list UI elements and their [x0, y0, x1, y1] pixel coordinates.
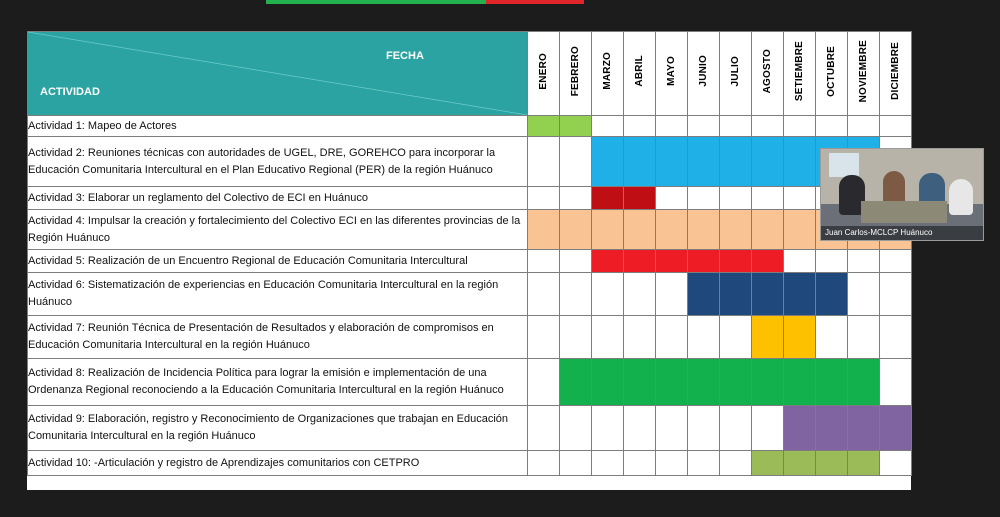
gantt-bar-cell [624, 137, 656, 187]
gantt-bar-cell [688, 250, 720, 273]
video-person [949, 179, 973, 215]
gantt-empty-cell [880, 316, 912, 359]
gantt-bar-cell [752, 137, 784, 187]
gantt-empty-cell [592, 451, 624, 476]
gantt-bar-cell [688, 359, 720, 406]
gantt-bar-cell [816, 406, 848, 451]
gantt-empty-cell [528, 359, 560, 406]
gantt-empty-cell [624, 273, 656, 316]
video-window [829, 153, 859, 177]
activity-row [28, 116, 912, 137]
gantt-empty-cell [528, 273, 560, 316]
gantt-empty-cell [720, 116, 752, 137]
gantt-bar-cell [688, 210, 720, 250]
gantt-empty-cell [784, 116, 816, 137]
gantt-bar-cell [688, 273, 720, 316]
gantt-empty-cell [592, 406, 624, 451]
activity-row [28, 187, 912, 210]
gantt-bar-cell [784, 137, 816, 187]
gantt-bar-cell [720, 137, 752, 187]
gantt-empty-cell [560, 316, 592, 359]
gantt-empty-cell [624, 451, 656, 476]
gantt-bar-cell [656, 137, 688, 187]
gantt-bar-cell [624, 210, 656, 250]
gantt-bar-cell [720, 250, 752, 273]
gantt-bar-cell [656, 210, 688, 250]
gantt-bar-cell [784, 210, 816, 250]
gantt-bar-cell [560, 116, 592, 137]
gantt-empty-cell [656, 187, 688, 210]
gantt-empty-cell [880, 359, 912, 406]
gantt-empty-cell [560, 137, 592, 187]
gantt-bar-cell [816, 273, 848, 316]
month-header: JULIO [720, 32, 752, 116]
gantt-empty-cell [560, 406, 592, 451]
month-header: DICIEMBRE [880, 32, 912, 116]
gantt-empty-cell [848, 250, 880, 273]
gantt-bar-cell [848, 451, 880, 476]
gantt-empty-cell [848, 116, 880, 137]
diagonal-divider [28, 32, 527, 115]
gantt-empty-cell [560, 250, 592, 273]
gantt-bar-cell [592, 210, 624, 250]
gantt-bar-cell [720, 359, 752, 406]
gantt-empty-cell [816, 316, 848, 359]
gantt-bar-cell [624, 250, 656, 273]
gantt-bar-cell [784, 359, 816, 406]
gantt-empty-cell [624, 316, 656, 359]
gantt-empty-cell [656, 406, 688, 451]
gantt-empty-cell [656, 316, 688, 359]
gantt-empty-cell [528, 187, 560, 210]
gantt-empty-cell [688, 116, 720, 137]
month-header: MAYO [656, 32, 688, 116]
gantt-table [27, 31, 912, 476]
gantt-bar-cell [592, 359, 624, 406]
gantt-bar-cell [592, 137, 624, 187]
gantt-empty-cell [528, 137, 560, 187]
gantt-bar-cell [656, 359, 688, 406]
gantt-empty-cell [752, 406, 784, 451]
activity-label: Actividad 1: Mapeo de Actores [28, 116, 528, 137]
activity-row [28, 451, 912, 476]
fecha-header: FECHA [386, 50, 424, 62]
gantt-bar-cell [752, 250, 784, 273]
gantt-bar-cell [752, 316, 784, 359]
activity-label: Actividad 8: Realización de Incidencia Política para lograr la emisión e implementación de una Ordenanza Regional reconociendo a la Educación Comunitaria Intercultural en la región Huánuco [28, 359, 528, 406]
gantt-bar-cell [784, 316, 816, 359]
video-table [861, 201, 947, 223]
gantt-bar-cell [816, 359, 848, 406]
activity-row [28, 359, 912, 406]
actividad-header: ACTIVIDAD [40, 86, 100, 98]
gantt-empty-cell [528, 451, 560, 476]
gantt-empty-cell [688, 187, 720, 210]
month-header: AGOSTO [752, 32, 784, 116]
activity-label: Actividad 3: Elaborar un reglamento del Colectivo de ECI en Huánuco [28, 187, 528, 210]
activity-label: Actividad 9: Elaboración, registro y Reconocimiento de Organizaciones que trabajan en Educación Comunitaria Intercultural en la región Huánuco [28, 406, 528, 451]
activity-row [28, 273, 912, 316]
gantt-bar-cell [720, 273, 752, 316]
gantt-empty-cell [528, 316, 560, 359]
gantt-empty-cell [720, 451, 752, 476]
gantt-empty-cell [528, 250, 560, 273]
gantt-empty-cell [784, 187, 816, 210]
gantt-empty-cell [720, 316, 752, 359]
gantt-bar-cell [624, 187, 656, 210]
activity-label: Actividad 10: -Articulación y registro de Aprendizajes comunitarios con CETPRO [28, 451, 528, 476]
activity-row [28, 137, 912, 187]
participant-name: Juan Carlos-MCLCP Huánuco [821, 226, 984, 240]
month-header: JUNIO [688, 32, 720, 116]
gantt-empty-cell [848, 273, 880, 316]
activity-label: Actividad 5: Realización de un Encuentro Regional de Educación Comunitaria Intercultural [28, 250, 528, 273]
gantt-empty-cell [848, 316, 880, 359]
month-header: MARZO [592, 32, 624, 116]
gantt-empty-cell [624, 406, 656, 451]
gantt-empty-cell [816, 250, 848, 273]
gantt-empty-cell [624, 116, 656, 137]
activity-row [28, 406, 912, 451]
month-header: SETIEMBRE [784, 32, 816, 116]
gantt-empty-cell [560, 273, 592, 316]
gantt-empty-cell [592, 116, 624, 137]
activity-label: Actividad 6: Sistematización de experiencias en Educación Comunitaria Intercultural en la región Huánuco [28, 273, 528, 316]
shared-slide [27, 31, 911, 490]
gantt-bar-cell [784, 406, 816, 451]
gantt-empty-cell [528, 406, 560, 451]
activity-label: Actividad 4: Impulsar la creación y fortalecimiento del Colectivo ECI en las diferentes provincias de la Región Huánuco [28, 210, 528, 250]
gantt-bar-cell [528, 116, 560, 137]
activity-label: Actividad 7: Reunión Técnica de Presentación de Resultados y elaboración de compromisos en Educación Comunitaria Intercultural en la región Huánuco [28, 316, 528, 359]
gantt-empty-cell [880, 116, 912, 137]
month-header: ABRIL [624, 32, 656, 116]
activity-row [28, 250, 912, 273]
gantt-empty-cell [880, 451, 912, 476]
gantt-bar-cell [624, 359, 656, 406]
gantt-bar-cell [656, 250, 688, 273]
header-corner [28, 32, 528, 116]
gantt-empty-cell [592, 316, 624, 359]
gantt-empty-cell [880, 273, 912, 316]
gantt-bar-cell [592, 250, 624, 273]
month-header: NOVIEMBRE [848, 32, 880, 116]
gantt-empty-cell [720, 406, 752, 451]
gantt-bar-cell [752, 210, 784, 250]
gantt-bar-cell [784, 273, 816, 316]
gantt-empty-cell [592, 273, 624, 316]
gantt-empty-cell [688, 316, 720, 359]
gantt-bar-cell [560, 359, 592, 406]
share-bar-red [486, 0, 584, 4]
activity-row [28, 210, 912, 250]
gantt-empty-cell [752, 116, 784, 137]
gantt-bar-cell [752, 273, 784, 316]
month-header: ENERO [528, 32, 560, 116]
gantt-empty-cell [560, 187, 592, 210]
share-bar-green [266, 0, 486, 4]
gantt-empty-cell [656, 116, 688, 137]
month-header: OCTUBRE [816, 32, 848, 116]
gantt-empty-cell [816, 116, 848, 137]
gantt-bar-cell [560, 210, 592, 250]
gantt-empty-cell [656, 451, 688, 476]
activity-row [28, 316, 912, 359]
gantt-empty-cell [784, 250, 816, 273]
gantt-bar-cell [592, 187, 624, 210]
gantt-bar-cell [816, 451, 848, 476]
gantt-bar-cell [752, 359, 784, 406]
gantt-bar-cell [752, 451, 784, 476]
gantt-bar-cell [848, 406, 880, 451]
gantt-empty-cell [752, 187, 784, 210]
gantt-bar-cell [528, 210, 560, 250]
screen-share-indicator [266, 0, 584, 4]
month-header: FEBRERO [560, 32, 592, 116]
gantt-empty-cell [720, 187, 752, 210]
gantt-empty-cell [656, 273, 688, 316]
gantt-bar-cell [720, 210, 752, 250]
gantt-empty-cell [688, 451, 720, 476]
gantt-bar-cell [784, 451, 816, 476]
participant-video-tile[interactable] [820, 148, 984, 241]
activity-label: Actividad 2: Reuniones técnicas con autoridades de UGEL, DRE, GOREHCO para incorporar la Educación Comunitaria Intercultural en el Plan Educativo Regional (PER) de la región Huánuco [28, 137, 528, 187]
gantt-bar-cell [880, 406, 912, 451]
gantt-empty-cell [880, 250, 912, 273]
gantt-bar-cell [688, 137, 720, 187]
gantt-bar-cell [848, 359, 880, 406]
gantt-empty-cell [560, 451, 592, 476]
header-row [28, 32, 912, 116]
gantt-empty-cell [688, 406, 720, 451]
